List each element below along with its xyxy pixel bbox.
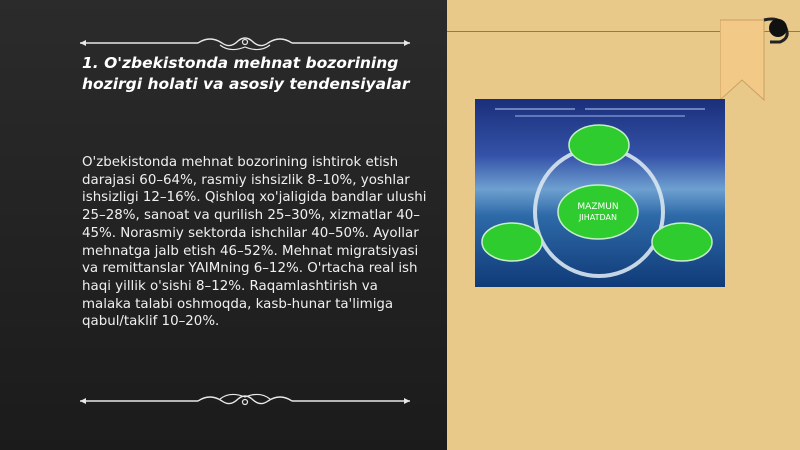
slide-body-text: O'zbekistonda mehnat bozorining ishtirok etish darajasi 60–64%, rasmiy ishsizlik 8–10%, yoshlar ishsizligi 12–16%. Qishloq xo'jaligida bandlar ulushi 25–28%, sanoat va qurilish 25–30%, xizmatlar 40–45%. Norasmiy sektorda ishchilar 40–50%. Ayollar mehnatga jalb etish 46–52%. Mehnat migratsiyasi va remittanslar YAIMning 6–12%. O'rtacha real ish haqi yillik o'sishi 8–12%. Raqamlashtirish va malaka talabi oshmoqda, kasb-hunar ta'limiga qabul/taklif 10–20%. bbox=[82, 155, 427, 330]
diagram-node-center bbox=[558, 185, 638, 239]
diagram-node-left bbox=[482, 223, 542, 261]
ornament-top-icon bbox=[80, 33, 410, 53]
bookmark-icon bbox=[720, 16, 795, 104]
diagram-center-label-1: MAZMUN bbox=[577, 202, 619, 212]
ornament-bottom-icon bbox=[80, 391, 410, 411]
diagram-image bbox=[475, 99, 725, 287]
diagram-node-right bbox=[652, 223, 712, 261]
slide-title: 1. O'zbekistonda mehnat bozorining hozirgi holati va asosiy tendensiyalar bbox=[82, 54, 410, 93]
diagram-node-top bbox=[569, 125, 629, 165]
diagram-center-label-2: JIHATDAN bbox=[579, 213, 617, 222]
